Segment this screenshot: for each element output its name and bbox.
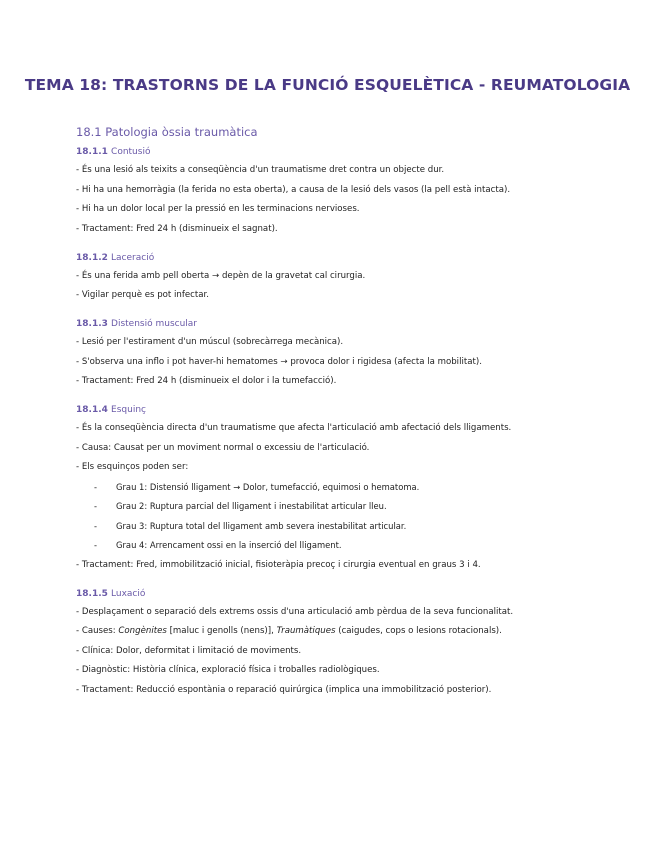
subsection-luxacio	[76, 588, 616, 696]
grade-item	[76, 500, 616, 512]
list-item: - Causa: Causat per un moviment normal o excessiu de l'articulació.	[76, 442, 370, 453]
subsection-heading	[76, 588, 616, 601]
subsection-number: 18.1.3	[76, 319, 108, 329]
subsection-heading	[76, 404, 616, 417]
list-item: - Hi ha un dolor local per la pressió en les terminacions nervioses.	[76, 204, 360, 214]
document-content	[76, 124, 616, 713]
subsection-esquinc	[76, 404, 616, 571]
causes-traumatic: Traumàtiques	[276, 626, 336, 636]
list-item: - Diagnòstic: Història clínica, exploració física i troballes radiològiques.	[76, 665, 380, 675]
list-item: - És la conseqüència directa d'un traumatisme que afecta l'articulació amb afectació dels lligaments.	[76, 423, 512, 433]
causes-prefix: - Causes:	[76, 626, 119, 636]
causes-traumatic-detail: (caigudes, cops o lesions rotacionals).	[335, 626, 502, 636]
document-title: TEMA 18: TRASTORNS DE LA FUNCIÓ ESQUELÈTICA - REUMATOLOGIA	[24, 76, 631, 94]
causes-congenital: Congènites	[118, 626, 167, 636]
list-item: - Els esquinços poden ser:	[76, 462, 189, 472]
grade-text: Grau 2: Ruptura parcial del lligament i inestabilitat articular lleu.	[116, 501, 387, 511]
grade-item	[76, 520, 616, 532]
grade-text: Grau 1: Distensió lligament → Dolor, tumefacció, equimosi o hematoma.	[116, 481, 420, 492]
list-item: - És una ferida amb pell oberta → depèn de la gravetat cal cirurgia.	[76, 270, 366, 281]
subsection-number: 18.1.2	[76, 252, 108, 263]
grade-item	[76, 539, 616, 551]
list-item: - És una lesió als teixits a conseqüència d'un traumatisme dret contra un objecte dur.	[76, 165, 445, 175]
subsection-name: Luxació	[111, 588, 146, 599]
subsection-name: Laceració	[111, 252, 155, 263]
list-item: - Vigilar perquè es pot infectar.	[76, 290, 210, 300]
grade-dash: -	[94, 481, 98, 492]
grade-dash: -	[94, 501, 98, 511]
subsection-contusio	[76, 146, 616, 235]
subsection-name: Esquinç	[111, 405, 146, 415]
grade-text: Grau 3: Ruptura total del lligament amb severa inestabilitat articular.	[116, 520, 407, 531]
grade-dash: -	[94, 540, 98, 550]
list-item: - S'observa una inflo i pot haver-hi hematomes → provoca dolor i rigidesa (afecta la mobilitat).	[76, 356, 482, 367]
list-item: - Tractament: Reducció espontània o reparació quirúrgica (implica una immobilització posterior).	[76, 684, 492, 695]
subsection-heading	[76, 252, 616, 265]
subsection-distensio	[76, 318, 616, 387]
list-item: - Tractament: Fred 24 h (disminueix el sagnat).	[76, 223, 278, 234]
subsection-heading	[76, 318, 616, 331]
subsection-name: Contusió	[111, 147, 151, 157]
list-item: - Desplaçament o separació dels extrems ossis d'una articulació amb pèrdua de la seva funcionalitat.	[76, 606, 514, 617]
subsection-heading	[76, 146, 616, 159]
list-item: - Clínica: Dolor, deformitat i limitació de moviments.	[76, 645, 302, 656]
list-item: - Tractament: Fred, immobilització inicial, fisioteràpia precoç i cirurgia eventual en graus 3 i 4.	[76, 559, 481, 570]
list-item: - Tractament: Fred 24 h (disminueix el dolor i la tumefacció).	[76, 376, 337, 386]
subsection-number: 18.1.4	[76, 405, 108, 415]
causes-congenital-detail: [maluc i genolls (nens)],	[166, 626, 277, 636]
subsection-laceracio	[76, 252, 616, 302]
subsection-number: 18.1.1	[76, 147, 108, 157]
grade-item	[76, 481, 616, 493]
list-item: - Hi ha una hemorràgia (la ferida no esta oberta), a causa de la lesió dels vasos (la pell està intacta).	[76, 184, 511, 195]
section-title: 18.1 Patologia òssia traumàtica	[76, 125, 258, 139]
grade-dash: -	[94, 520, 98, 531]
subsection-number: 18.1.5	[76, 588, 108, 599]
list-item-causes	[76, 625, 616, 637]
grade-text: Grau 4: Arrencament ossi en la inserció del lligament.	[116, 540, 342, 550]
subsection-name: Distensió muscular	[111, 319, 198, 329]
list-item: - Lesió per l'estirament d'un múscul (sobrecàrrega mecànica).	[76, 337, 344, 347]
